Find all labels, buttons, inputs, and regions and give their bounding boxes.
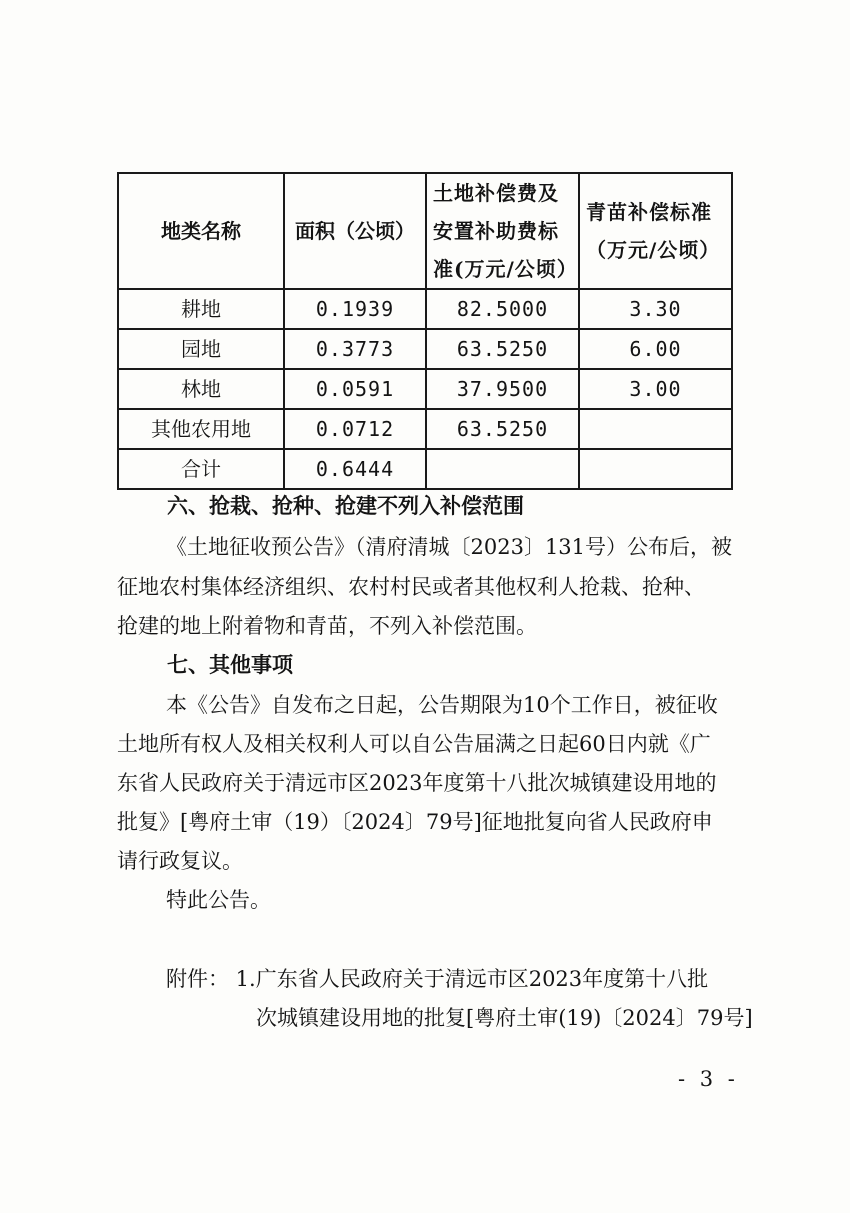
cell-crop-standard: 3.30	[579, 289, 732, 329]
table-header-row	[118, 173, 732, 289]
cell-area: 0.0712	[284, 409, 426, 449]
cell-crop-standard	[579, 409, 732, 449]
section-7-line: 土地所有权人及相关权利人可以自公告届满之日起60日内就《广	[117, 732, 711, 756]
cell-land-type: 耕地	[118, 289, 284, 329]
cell-land-type: 林地	[118, 369, 284, 409]
table-row	[118, 289, 732, 329]
page-number: - 3 -	[678, 1067, 739, 1091]
cell-area: 0.1939	[284, 289, 426, 329]
cell-crop-standard: 3.00	[579, 369, 732, 409]
section-6-line: 抢建的地上附着物和青苗，不列入补偿范围。	[117, 614, 537, 638]
table-row-total	[118, 449, 732, 489]
cell-land-standard: 63.5250	[426, 409, 579, 449]
cell-land-standard	[426, 449, 579, 489]
section-7-line: 批复》[粤府土审（19）〔2024〕79号]征地批复向省人民政府申	[117, 810, 713, 834]
table-row	[118, 329, 732, 369]
cell-crop-standard: 6.00	[579, 329, 732, 369]
attachment-line: 次城镇建设用地的批复[粤府土审(19)〔2024〕79号]	[256, 1006, 753, 1030]
cell-land-type: 园地	[118, 329, 284, 369]
cell-land-standard: 82.5000	[426, 289, 579, 329]
section-7-heading: 七、其他事项	[167, 652, 293, 677]
section-7-line: 本《公告》自发布之日起，公告期限为10个工作日，被征收	[166, 693, 718, 717]
table-row	[118, 369, 732, 409]
table-row	[118, 409, 732, 449]
cell-land-type: 合计	[118, 449, 284, 489]
cell-area: 0.3773	[284, 329, 426, 369]
section-6-line: 征地农村集体经济组织、农村村民或者其他权利人抢栽、抢种、	[117, 575, 705, 599]
cell-area: 0.0591	[284, 369, 426, 409]
header-crop-compensation-standard: 青苗补偿标准（万元/公顷）	[579, 173, 732, 289]
section-7-line: 东省人民政府关于清远市区2023年度第十八批次城镇建设用地的	[117, 771, 717, 795]
section-7-line: 请行政复议。	[117, 849, 243, 873]
header-land-type: 地类名称	[118, 173, 284, 289]
cell-land-type: 其他农用地	[118, 409, 284, 449]
header-land-compensation-standard: 土地补偿费及安置补助费标准(万元/公顷）	[426, 173, 579, 289]
attachment-line: 附件： 1.广东省人民政府关于清远市区2023年度第十八批	[166, 967, 709, 991]
section-6-line: 《土地征收预公告》（清府清城〔2023〕131号）公布后，被	[166, 535, 733, 559]
compensation-table	[117, 172, 733, 490]
cell-area: 0.6444	[284, 449, 426, 489]
cell-land-standard: 37.9500	[426, 369, 579, 409]
cell-land-standard: 63.5250	[426, 329, 579, 369]
section-6-heading: 六、抢栽、抢种、抢建不列入补偿范围	[167, 493, 524, 518]
cell-crop-standard	[579, 449, 732, 489]
closing-text: 特此公告。	[166, 888, 271, 912]
header-area: 面积（公顷）	[284, 173, 426, 289]
